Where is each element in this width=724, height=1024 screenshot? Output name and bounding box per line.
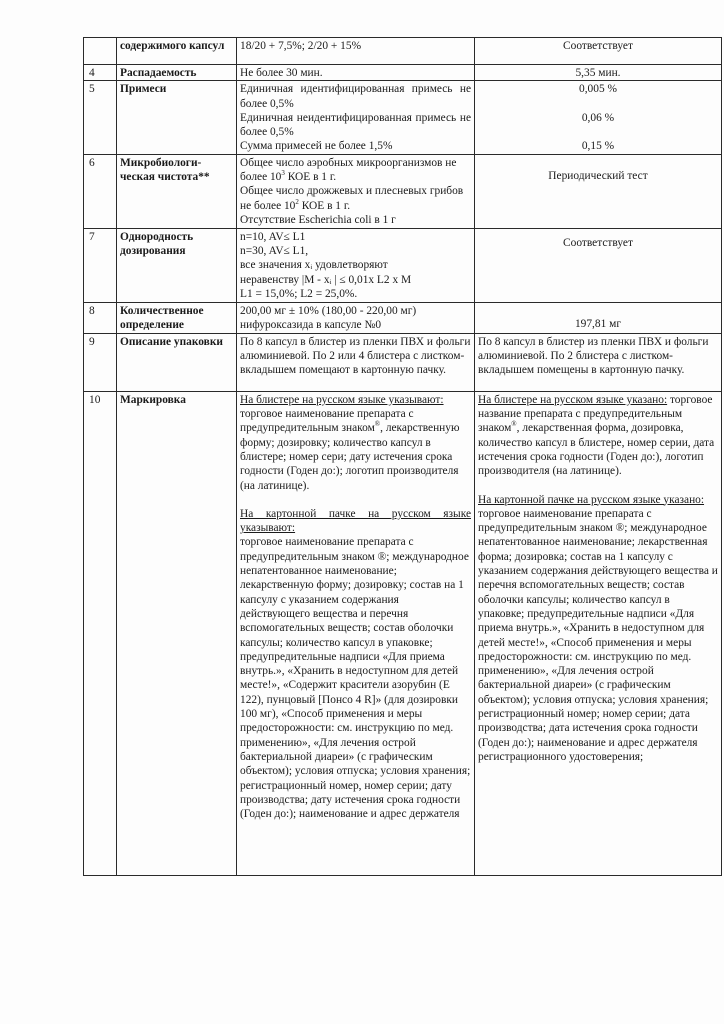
spec-line: Отсутствие Escherichia coli в 1 г	[240, 213, 396, 226]
test-name: Маркировка	[117, 391, 237, 875]
result-line: 0,06 %	[581, 111, 615, 124]
spec-line: Общее число аэробных микроорганизмов не более $10^3$ КОЕ в 1 г.	[240, 156, 457, 184]
spec-blister-text: На блистере на русском языке указывают: торговое наименование препарата с предупредительным знаком®, лекарственную форму; дозировку; количество капсул в блистере; номер сери; дату истечения срока годности (Годен до:); логотип производителя (на латинице).	[240, 393, 460, 492]
result-cell	[475, 391, 722, 875]
spec-line: Единичная идентифицированная примесь не более 0,5%	[240, 83, 471, 110]
spec-line: Общее число дрожжевых и плесневых грибов не более $10^2$ КОЕ в 1 г.	[240, 185, 464, 212]
table-row	[84, 65, 722, 81]
spec-line: неравенству |M - xᵢ | ≤ 0,01x L2 x M	[240, 273, 412, 286]
spec-line: нифуроксазида в капсуле №0	[240, 319, 382, 332]
result-line: 0,005 %	[579, 83, 617, 96]
row-number: 9	[84, 333, 117, 391]
spec-cell: Не более 30 мин.	[237, 65, 475, 81]
table-row	[84, 228, 722, 302]
test-name: Микробиологи-ческая чистота**	[117, 154, 237, 228]
spec-box-text: торговое наименование препарата с предупредительным знаком ®; международное непатентованное наименование; лекарственную форму; дозировку; состав на 1 капсулу с указанием содержания действующего вещества и перечня вспомогательных веществ; состав оболочки капсулы; количество капсул в упаковке; предупредительные надписи «Для приема внутрь.», «Хранить в недоступном для детей месте!», «Содержит красители азорубин (Е 122), пунцовый [Понсо 4 R]» (для дозировки 100 мг), «Способ применения и меры предосторожности: см. инструкцию по мед. применению», «Для лечения острой бактериальной диареи» (с графическим объектом); условия отпуска; условия хранения; регистрационный номер, номер серии; дату производства; дату истечения срока годности (Годен до:); наименование и адрес держателя	[240, 536, 471, 821]
specification-table	[83, 37, 722, 876]
table-row	[84, 154, 722, 228]
result-cell	[475, 81, 722, 154]
row-number: 7	[84, 228, 117, 302]
result-cell: Соответствует	[475, 228, 722, 302]
test-name: Описание упаковки	[117, 333, 237, 391]
row-number: 4	[84, 65, 117, 81]
table-row	[84, 38, 722, 65]
spec-cell	[237, 228, 475, 302]
result-cell: Соответствует	[475, 38, 722, 65]
row-number	[84, 38, 117, 65]
result-box-text: торговое наименование препарата с предупредительным знаком ®; международное непатентованное наименование; лекарственная форма; дозировка; состав на 1 капсулу с указанием содержания действующего вещества и перечня вспомогательных веществ; состав оболочки капсулы; количество капсул в упаковке; предупредительные надписи «Для приема внутрь.», «Хранить в недоступном для детей месте!», «Способ применения и меры предосторожности: см. инструкцию по мед. применению», «Для лечения острой бактериальной диареи» (с графическим объектом); условия отпуска; условия хранения; регистрационный номер; номер серии; дата производства; дата истечения срока годности (Годен до:); наименование и адрес держателя регистрационного удостоверения;	[478, 507, 718, 763]
spec-line: все значения xᵢ удовлетворяют	[240, 259, 388, 272]
result-cell: 5,35 мин.	[475, 65, 722, 81]
spec-line: L1 = 15,0%; L2 = 25,0%.	[240, 287, 358, 300]
spec-line: n=30, AV≤ L1,	[240, 245, 309, 258]
spec-cell	[237, 302, 475, 333]
row-number: 8	[84, 302, 117, 333]
table-row	[84, 302, 722, 333]
spec-line: Единичная неидентифицированная примесь не более 0,5%	[240, 111, 471, 139]
result-cell: По 8 капсул в блистер из пленки ПВХ и фольги алюминиевой. По 2 блистера с листком-вкладышем помещены в картонную пачку.	[475, 333, 722, 391]
row-number: 10	[84, 391, 117, 875]
spec-line: 200,00 мг ± 10% (180,00 - 220,00 мг)	[240, 304, 417, 317]
spec-cell: 18/20 + 7,5%; 2/20 + 15%	[237, 38, 475, 65]
row-number: 6	[84, 154, 117, 228]
spec-box-heading: На картонной пачке на русском языке указывают:	[240, 507, 471, 535]
row-number: 5	[84, 81, 117, 154]
spec-cell: По 8 капсул в блистер из пленки ПВХ и фольги алюминиевой. По 2 или 4 блистера с листком-вкладышем помещают в картонную пачку.	[237, 333, 475, 391]
test-name: Однородность дозирования	[117, 228, 237, 302]
test-name: Количественное определение	[117, 302, 237, 333]
test-name: содержимого капсул	[117, 38, 237, 65]
spec-line: Сумма примесей не более 1,5%	[240, 140, 393, 153]
spec-line: n=10, AV≤ L1	[240, 230, 306, 243]
spec-cell	[237, 154, 475, 228]
table-row	[84, 391, 722, 875]
result-line: 0,15 %	[581, 139, 615, 152]
test-name: Распадаемость	[117, 65, 237, 81]
test-name: Примеси	[117, 81, 237, 154]
table-row	[84, 333, 722, 391]
result-blister-text: На блистере на русском языке указано: торговое название препарата с предупредительным знаком®, лекарственная форма, дозировка, количество капсул в блистере, номер серии, дата истечения срока годности (Годен до:), логотип производителя (на латинице).	[478, 393, 715, 478]
table-row	[84, 81, 722, 154]
spec-cell	[237, 391, 475, 875]
spec-cell	[237, 81, 475, 154]
result-cell: 197,81 мг	[475, 302, 722, 333]
result-box-heading: На картонной пачке на русском языке указано:	[478, 493, 705, 506]
result-cell: Периодический тест	[475, 154, 722, 228]
